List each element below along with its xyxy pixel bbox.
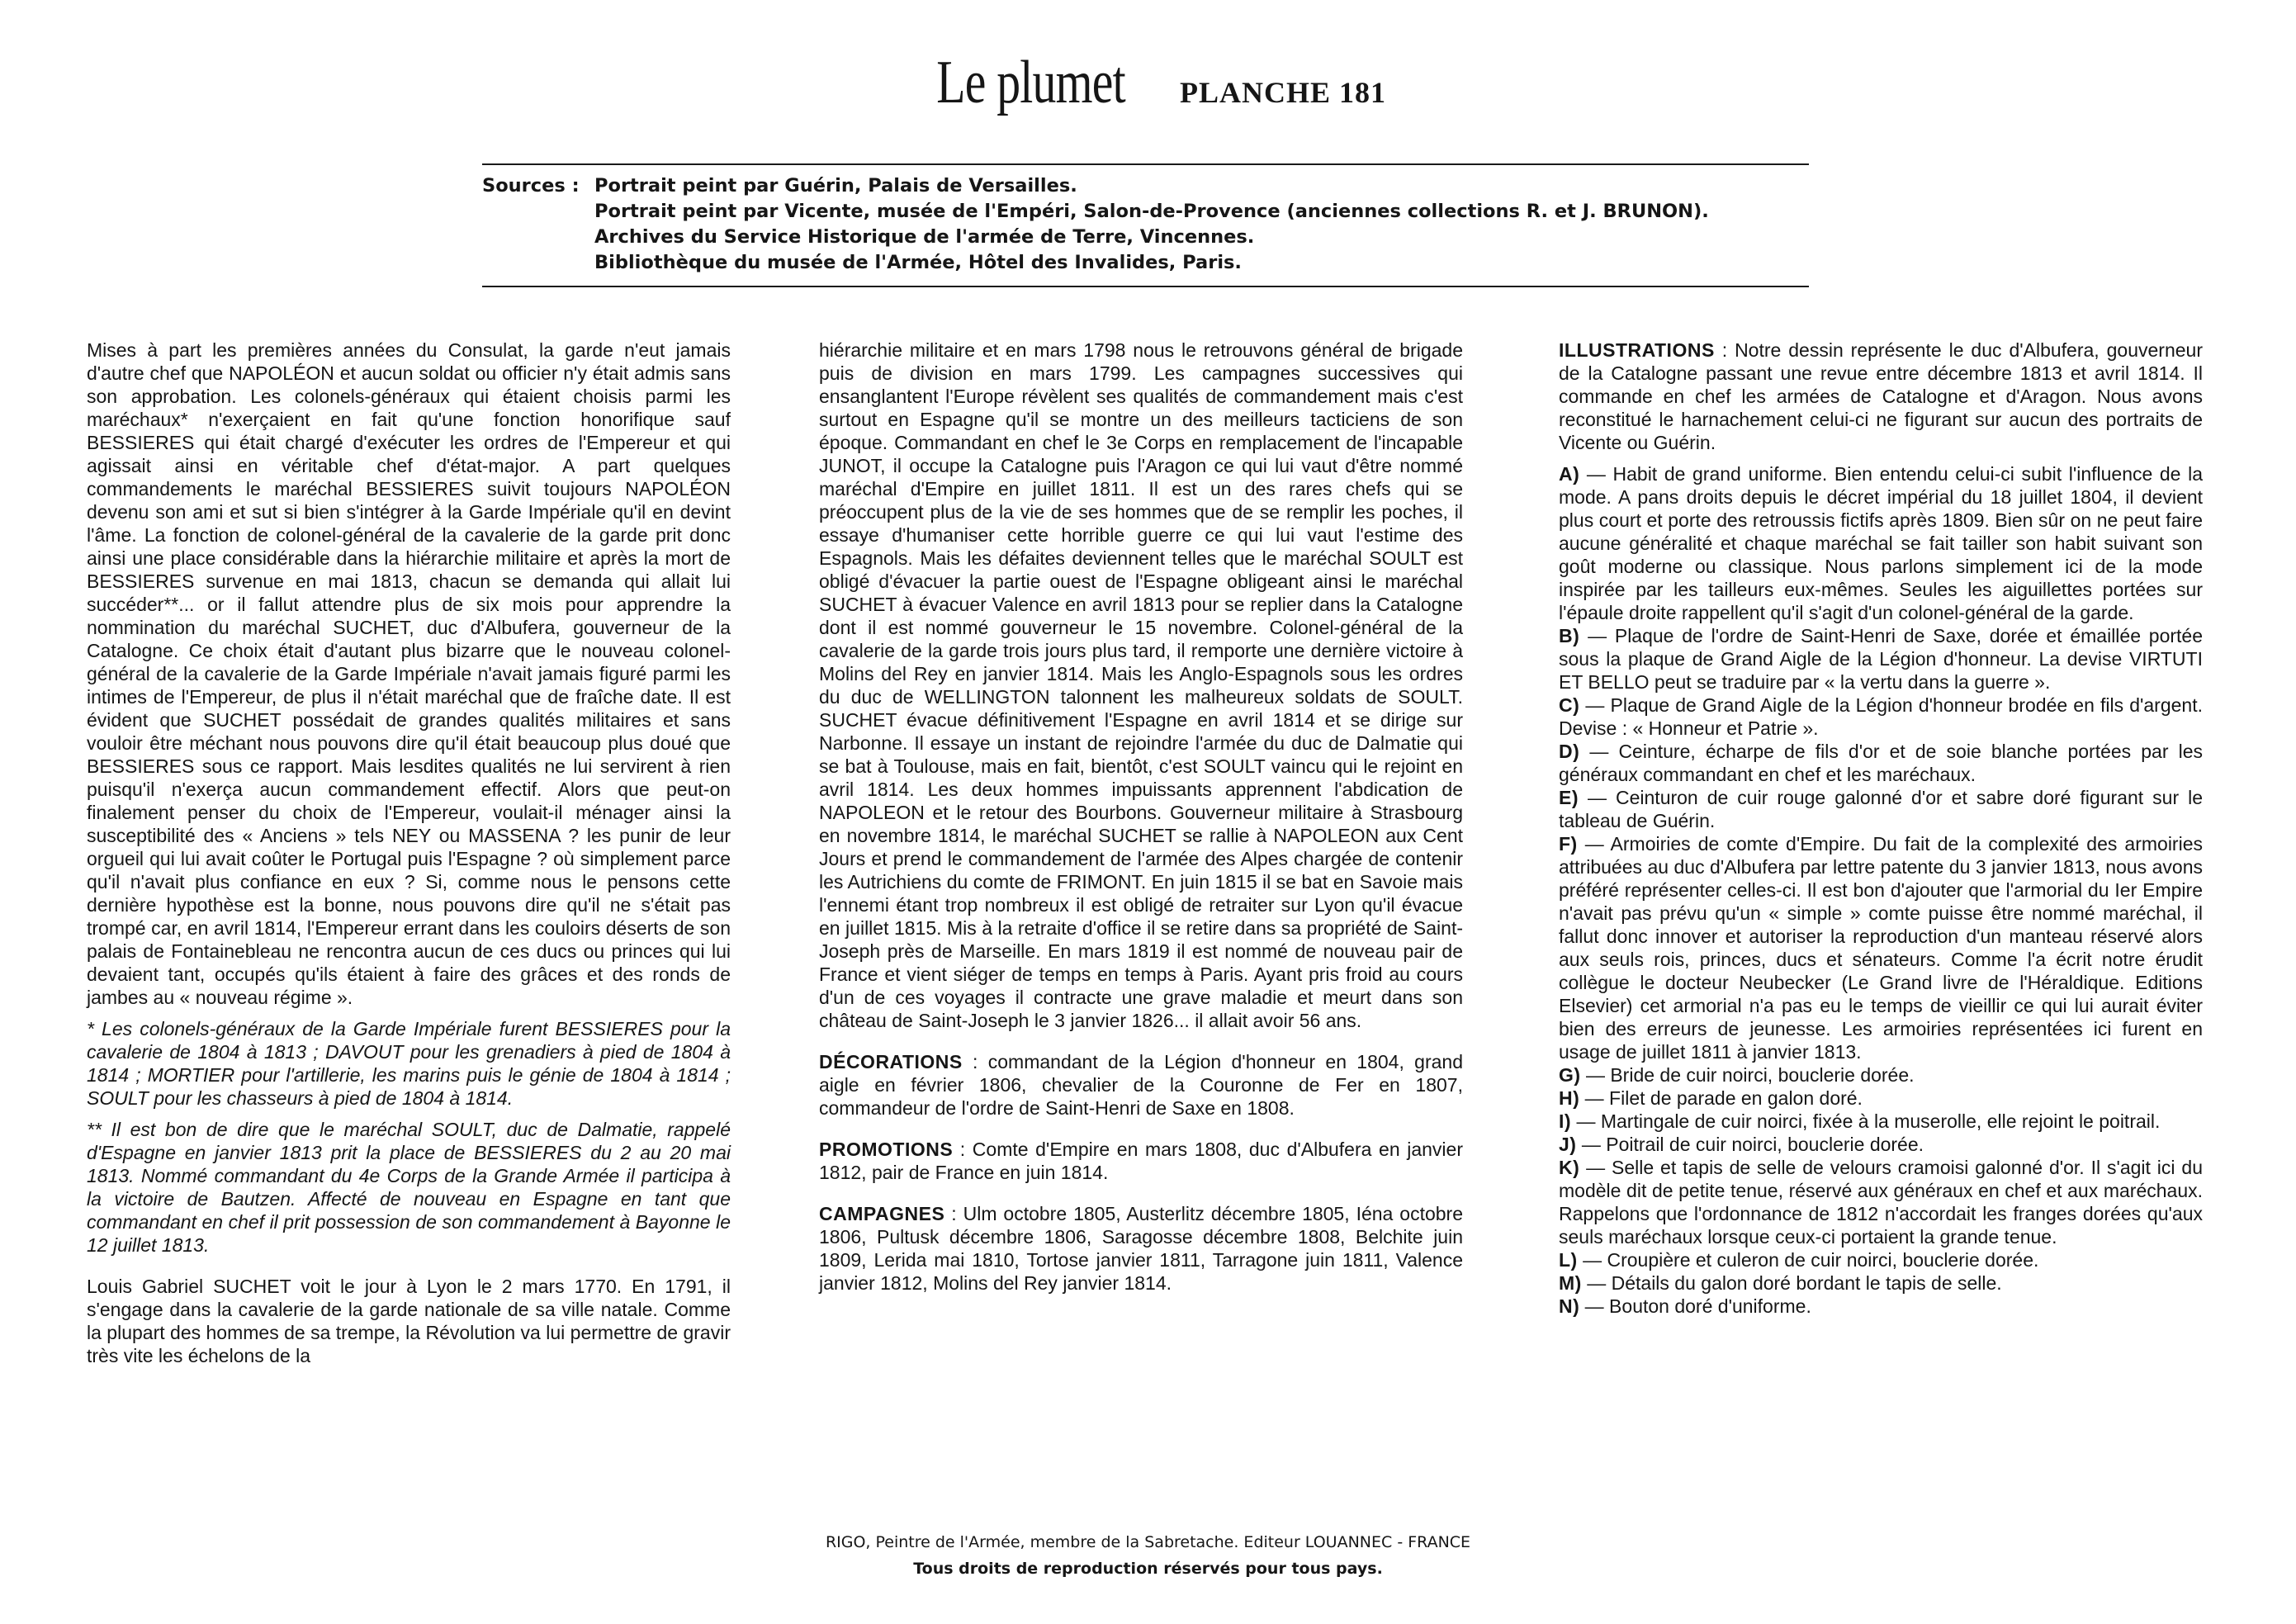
legend-item	[1559, 1063, 2203, 1087]
title-text: Le plumet	[936, 49, 1125, 116]
column-left	[87, 339, 731, 1375]
legend-key: B)	[1559, 625, 1580, 646]
legend-key: I)	[1559, 1110, 1572, 1132]
legend-text: — Bouton doré d'uniforme.	[1579, 1295, 1811, 1317]
legend-item	[1559, 1271, 2203, 1295]
legend-key: J)	[1559, 1134, 1577, 1155]
legend-text: — Selle et tapis de selle de velours cramoisi galonné d'or. Il s'agit ici du modèle dit de petite tenue, réservé aux généraux en chef et aux maréchaux. Rappelons que l'ordonnance de 1812 n'accordait les franges dorées qu'aux seuls maréchaux lorsque ceux-ci portaient la grande tenue.	[1559, 1157, 2203, 1248]
column-middle	[819, 339, 1463, 1303]
legend-key: G)	[1559, 1064, 1581, 1086]
legend-text: — Filet de parade en galon doré.	[1579, 1087, 1863, 1109]
legend-item	[1559, 1248, 2203, 1271]
legend-text: — Bride de cuir noirci, bouclerie dorée.	[1580, 1064, 1915, 1086]
source-line: Bibliothèque du musée de l'Armée, Hôtel des Invalides, Paris.	[594, 252, 1242, 273]
legend-item	[1559, 462, 2203, 624]
source-line: Archives du Service Historique de l'armée de Terre, Vincennes.	[594, 226, 1255, 248]
biography-continued: hiérarchie militaire et en mars 1798 nous le retrouvons général de brigade puis de division en mars 1799. Les campagnes successives qui ensanglantent l'Europe révèlent ses qualités de commandement mais c'est surtout en Espagne qu'il se montre un des meilleurs tacticiens de son époque. Commandant en chef le 3e Corps en remplacement de l'incapable JUNOT, il occupe la Catalogne puis l'Aragon ce qui lui vaut d'être nommé maréchal d'Empire en juillet 1811. Il est un des rares chefs qui se préoccupent plus de la vie de ses hommes que de se remplir les poches, il essaye d'humaniser cette horrible guerre ce qui lui vaut l'estime des Espagnols. Mais les défaites deviennent telles que le maréchal SOULT est obligé d'évacuer la partie ouest de l'Espagne obligeant ainsi le maréchal SUCHET à évacuer Valence en avril 1813 pour se replier dans la Catalogne dont il est nommé gouverneur le 15 novembre. Colonel-général de la cavalerie de la garde trois jours plus tard, il remporte une dernière victoire à Molins del Rey en janvier 1814. Mais les Anglo-Espagnols sous les ordres du duc de WELLINGTON talonnent les malheureux soldats de SOULT. SUCHET évacue définitivement l'Espagne en avril 1814 et se dirige sur Narbonne. Il essaye un instant de rejoindre l'armée du duc de Dalmatie qui se bat à Toulouse, mais en fait, bientôt, c'est SOULT vaincu qui le rejoint en avril 1814. Les deux hommes impuissants apprennent l'abdication de NAPOLEON et le retour des Bourbons. Gouverneur militaire à Strasbourg en novembre 1814, le maréchal SUCHET se rallie à NAPOLEON aux Cent Jours et prend le commandement de l'armée des Alpes chargée de contenir les Autrichiens du comte de FRIMONT. En juin 1815 il se bat en Savoie mais l'ennemi étant trop nombreux il est obligé de retraiter sur Lyon qu'il évacue en juillet 1815. Mis à la retraite d'office il se retire dans sa propriété de Saint-Joseph près de Marseille. En mars 1819 il est nommé de nouveau pair de France et vient siéger de temps en temps à Paris. Ayant pris froid au cours d'un de ces voyages il contracte une grave maladie et meurt dans son château de Saint-Joseph le 3 janvier 1826... il allait avoir 56 ans.	[819, 339, 1463, 1031]
illustrations-intro	[1559, 339, 2203, 454]
legend-key: N)	[1559, 1295, 1580, 1317]
footnote-2: ** Il est bon de dire que le maréchal SOULT, duc de Dalmatie, rappelé d'Espagne en janvier 1813 prit la place de BESSIERES du 2 au 20 mai 1813. Nommé commandant du 4e Corps de la Grande Armée il participa à la victoire de Bautzen. Affecté de nouveau en Espagne en tant que commandant en chef il prit possession de son commandement à Bayonne le 12 juillet 1813.	[87, 1119, 731, 1256]
promotions-paragraph	[819, 1138, 1463, 1184]
legend-text: — Martingale de cuir noirci, fixée à la muserolle, elle rejoint le poitrail.	[1571, 1110, 2161, 1132]
publisher-footer	[0, 1529, 2296, 1582]
legend-item	[1559, 694, 2203, 740]
legend-key: A)	[1559, 463, 1580, 485]
legend-key: L)	[1559, 1249, 1578, 1271]
biography-start: Louis Gabriel SUCHET voit le jour à Lyon le 2 mars 1770. En 1791, il s'engage dans la cavalerie de la garde nationale de sa ville natale. Comme la plupart des hommes de sa trempe, la Révolution va lui permettre de gravir très vite les échelons de la	[87, 1276, 731, 1366]
decorations-paragraph	[819, 1050, 1463, 1120]
legend-item	[1559, 624, 2203, 694]
publisher-credit: RIGO, Peintre de l'Armée, membre de la Sabretache. Editeur LOUANNEC - FRANCE	[825, 1533, 1471, 1551]
legend-text: — Ceinture, écharpe de fils d'or et de soie blanche portées par les généraux commandant en chef et les maréchaux.	[1559, 741, 2203, 785]
campagnes-paragraph	[819, 1202, 1463, 1295]
legend-text: — Plaque de Grand Aigle de la Légion d'honneur brodée en fils d'argent. Devise : « Honneur et Patrie ».	[1559, 694, 2203, 739]
legend-key: E)	[1559, 787, 1579, 808]
sources-label: Sources :	[482, 175, 580, 196]
legend-text: — Détails du galon doré bordant le tapis de selle.	[1581, 1272, 2002, 1294]
column-right	[1559, 339, 2203, 1318]
legend-item	[1559, 832, 2203, 1063]
illustrations-label: ILLUSTRATIONS	[1559, 339, 1715, 361]
sources-list	[594, 173, 1709, 276]
plate-number: PLANCHE 181	[1180, 76, 1387, 109]
legend-text: — Ceinturon de cuir rouge galonné d'or et sabre doré figurant sur le tableau de Guérin.	[1559, 787, 2203, 831]
source-line: Portrait peint par Vicente, musée de l'Empéri, Salon-de-Provence (anciennes collections R. et J. BRUNON).	[594, 201, 1709, 222]
legend-key: H)	[1559, 1087, 1580, 1109]
legend-item	[1559, 1110, 2203, 1133]
promotions-text: : Comte d'Empire en mars 1808, duc d'Albufera en janvier 1812, pair de France en juin 1814.	[819, 1139, 1463, 1183]
legend-item	[1559, 1087, 2203, 1110]
legend-item	[1559, 1295, 2203, 1318]
legend-key: C)	[1559, 694, 1580, 716]
top-rule	[482, 163, 1809, 165]
copyright-notice: Tous droits de reproduction réservés pour tous pays.	[913, 1560, 1383, 1578]
legend-key: K)	[1559, 1157, 1580, 1178]
campagnes-label: CAMPAGNES	[819, 1203, 945, 1224]
legend-text: — Armoiries de comte d'Empire. Du fait de la complexité des armoiries attribuées au duc d'Albufera par lettre patente du 3 janvier 1813, nous avons préféré représenter celles-ci. Il est bon d'ajouter que l'armorial du Ier Empire n'avait pas prévu qu'un « simple » comte puisse être nommé maréchal, il fallut donc innover et autoriser la reproduction d'un manteau réservé alors aux seuls rois, princes, ducs et sénateurs. Comme l'a écrit notre érudit collègue le docteur Neubecker (Le Grand livre de l'Héraldique. Editions Elsevier) cet armorial n'a pas eu le temps de vieillir ce qui lui aurait éviter bien des erreurs de jeunesse. Les armoiries représentées ici furent en usage de juillet 1811 à janvier 1813.	[1559, 833, 2203, 1063]
legend-text: — Habit de grand uniforme. Bien entendu celui-ci subit l'influence de la mode. A pans droits depuis le décret impérial du 18 juillet 1804, il devient plus court et porte des retroussis fictifs après 1809. Bien sûr on ne peut faire aucune généralité et chaque maréchal se fait tailler son habit suivant son goût moderne ou classique. Nous parlons simplement ici de la mode inspirée par les tailleurs eux-mêmes. Seules les aiguillettes portées sur l'épaule droite rappellent qu'il s'agit d'un colonel-général de la garde.	[1559, 463, 2203, 623]
legend-key: M)	[1559, 1272, 1582, 1294]
illustrations-text: : Notre dessin représente le duc d'Albufera, gouverneur de la Catalogne passant une revue entre décembre 1813 et avril 1814. Il commande en chef les armées de Catalogne et d'Aragon. Nous avons reconstitué le harnachement celui-ci ne figurant sur aucun des portraits de Vicente ou Guérin.	[1559, 339, 2203, 453]
footnote-1: * Les colonels-généraux de la Garde Impériale furent BESSIERES pour la cavalerie de 1804 à 1813 ; DAVOUT pour les grenadiers à pied de 1804 à 1814 ; MORTIER pour l'artillerie, les marins puis le génie de 1804 à 1814 ; SOULT pour les chasseurs à pied de 1804 à 1814.	[87, 1018, 731, 1109]
legend-text: — Poitrail de cuir noirci, bouclerie dorée.	[1576, 1134, 1924, 1155]
page-title	[0, 48, 2296, 118]
campagnes-text: : Ulm octobre 1805, Austerlitz décembre 1805, Iéna octobre 1806, Pultusk décembre 1806, Saragosse décembre 1808, Belchite juin 1809, Lerida mai 1810, Tortose janvier 1811, Tarragone juin 1811, Valence janvier 1812, Molins del Rey janvier 1814.	[819, 1203, 1463, 1294]
legend-key: F)	[1559, 833, 1578, 855]
decorations-label: DÉCORATIONS	[819, 1051, 963, 1072]
legend-item	[1559, 1156, 2203, 1248]
decorations-text: : commandant de la Légion d'honneur en 1804, grand aigle en février 1806, chevalier de la Couronne de Fer en 1807, commandeur de l'ordre de Saint-Henri de Saxe en 1808.	[819, 1051, 1463, 1119]
promotions-label: PROMOTIONS	[819, 1139, 954, 1160]
legend-item	[1559, 1133, 2203, 1156]
legend-key: D)	[1559, 741, 1580, 762]
intro-paragraph: Mises à part les premières années du Consulat, la garde n'eut jamais d'autre chef que NAPOLÉON et aucun soldat ou officier n'y était admis sans son approbation. Les colonels-généraux qui étaient choisis parmi les maréchaux* n'exerçaient en fait qu'une fonction honorifique sauf BESSIERES qui était chargé d'exécuter les ordres de l'Empereur et qui agissait ainsi en véritable chef d'état-major. A part quelques commandements le maréchal BESSIERES suivit toujours NAPOLÉON devenu son ami et sut si bien s'intégrer à la Garde Impériale qu'il en devint l'âme. La fonction de colonel-général de la cavalerie de la garde prit donc ainsi une place considérable dans la hiérarchie militaire et après la mort de BESSIERES survenue en mai 1813, chacun se demanda qui allait lui succéder**... or il fallut attendre plus de six mois pour apprendre la nommination du maréchal SUCHET, duc d'Albufera, gouverneur de la Catalogne. Ce choix était d'autant plus bizarre que le nouveau colonel-général de la cavalerie de la Garde Impériale n'avait jamais figuré parmi les intimes de l'Empereur, de plus il n'était maréchal que de fraîche date. Il est évident que SUCHET possédait de grandes qualités militaires et sans vouloir être méchant nous pouvons dire qu'il était beaucoup plus doué que BESSIERES sous ce rapport. Mais lesdites qualités ne lui servirent à rien puisqu'il n'exerça aucun commandement effectif. Alors que peut-on finalement penser du choix de l'Empereur, voulait-il ménager ainsi la susceptibilité des « Anciens » tels NEY ou MASSENA ? les punir de leur orgueil qui lui avait coûter le Portugal puis l'Espagne ? où simplement parce qu'il n'avait plus confiance en eux ? Si, comme nous le pensons cette dernière hypothèse est la bonne, nous pouvons dire qu'il ne s'était pas trompé car, en avril 1814, l'Empereur errant dans les couloirs déserts de son palais de Fontainebleau ne rencontra aucun de ces ducs ou princes qui lui devaient tant, occupés qu'ils étaient à faire des grâces et des ronds de jambes au « nouveau régime ».	[87, 339, 731, 1008]
legend-item	[1559, 740, 2203, 786]
source-line: Portrait peint par Guérin, Palais de Versailles.	[594, 175, 1077, 196]
legend-text: — Croupière et culeron de cuir noirci, bouclerie dorée.	[1577, 1249, 2039, 1271]
legend-item	[1559, 786, 2203, 832]
bottom-rule	[482, 286, 1809, 287]
legend-text: — Plaque de l'ordre de Saint-Henri de Saxe, dorée et émaillée portée sous la plaque de Grand Aigle de la Légion d'honneur. La devise VIRTUTI ET BELLO peut se traduire par « la vertu dans la guerre ».	[1559, 625, 2203, 693]
